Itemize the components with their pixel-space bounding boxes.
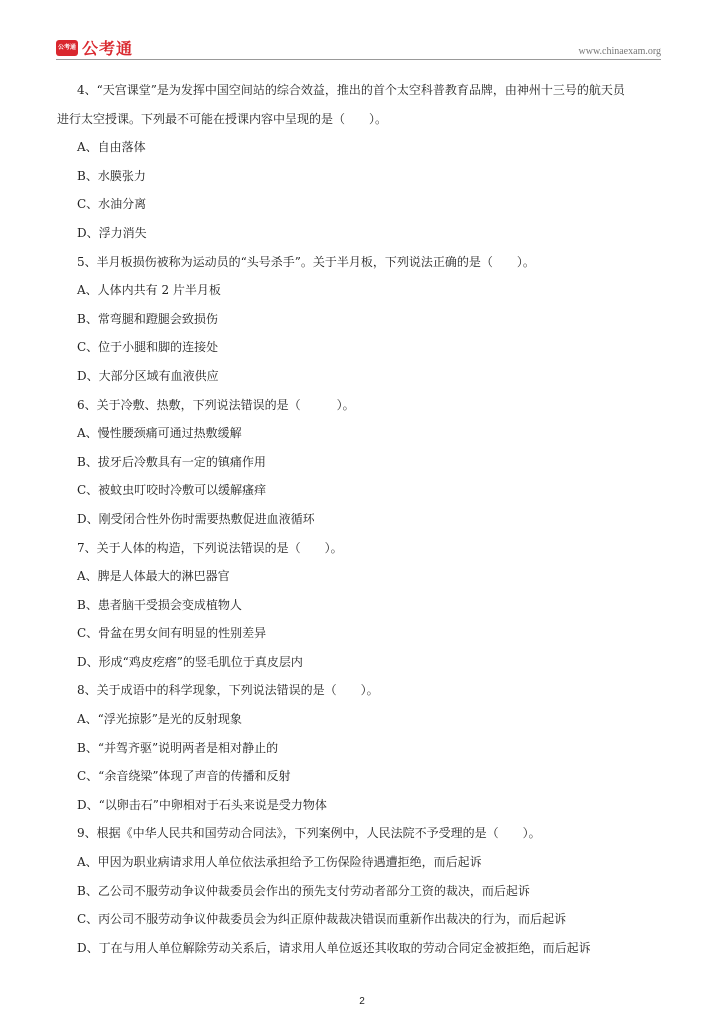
- option-a: A、人体内共有 2 片半月板: [77, 283, 221, 298]
- page-number: 2: [359, 996, 365, 1007]
- question-stem: 4、“天宫课堂”是为发挥中国空间站的综合效益，推出的首个太空科普教育品牌，由神州十三号的航天员: [77, 83, 625, 97]
- option-b: B、患者脑干受损会变成植物人: [77, 597, 242, 612]
- question-block: [57, 248, 669, 391]
- option-b: B、水膜张力: [77, 168, 146, 183]
- option-a: A、甲因为职业病请求用人单位依法承担给予工伤保险待遇遭拒绝，而后起诉: [77, 855, 482, 870]
- option-b: B、拔牙后冷敷具有一定的镇痛作用: [77, 454, 266, 469]
- option-d: D、“以卵击石”中卵相对于石头来说是受力物体: [77, 797, 327, 812]
- option-a: A、“浮光掠影”是光的反射现象: [77, 712, 242, 727]
- option-d: D、丁在与用人单位解除劳动关系后，请求用人单位返还其收取的劳动合同定金被拒绝，而后起诉: [77, 940, 591, 955]
- question-stem: 9、根据《中华人民共和国劳动合同法》，下列案例中，人民法院不予受理的是（ ）。: [77, 826, 541, 841]
- question-block: [57, 534, 669, 677]
- option-d: D、大部分区域有血液供应: [77, 368, 219, 383]
- question-list: [57, 76, 669, 962]
- option-b: B、乙公司不服劳动争议仲裁委员会作出的预先支付劳动者部分工资的裁决，而后起诉: [77, 883, 530, 898]
- option-c: C、骨盆在男女间有明显的性别差异: [77, 626, 267, 641]
- option-a: A、脾是人体最大的淋巴器官: [77, 569, 230, 584]
- question-block: [57, 676, 669, 819]
- question-stem: 8、关于成语中的科学现象，下列说法错误的是（ ）。: [77, 683, 379, 698]
- logo-badge-icon: 公考通: [56, 40, 78, 56]
- option-c: C、“余音绕梁”体现了声音的传播和反射: [77, 769, 291, 784]
- question-block: [57, 76, 669, 248]
- site-url[interactable]: www.chinaexam.org: [578, 46, 661, 57]
- question-stem: 6、关于冷敷、热敷，下列说法错误的是（ ）。: [77, 397, 355, 412]
- option-d: D、浮力消失: [77, 225, 147, 240]
- question-stem: 7、关于人体的构造，下列说法错误的是（ ）。: [77, 540, 343, 555]
- question-stem-continued: 进行太空授课。下列最不可能在授课内容中呈现的是（ ）。: [57, 111, 388, 126]
- option-c: C、水油分离: [77, 197, 147, 212]
- option-b: B、常弯腿和蹬腿会致损伤: [77, 311, 218, 326]
- option-d: D、形成“鸡皮疙瘩”的竖毛肌位于真皮层内: [77, 654, 303, 669]
- option-a: A、自由落体: [77, 140, 146, 155]
- logo-wordmark: 公考通: [82, 39, 134, 58]
- option-c: C、丙公司不服劳动争议仲裁委员会为纠正原仲裁裁决错误而重新作出裁决的行为，而后起诉: [77, 912, 567, 927]
- question-stem: 5、半月板损伤被称为运动员的“头号杀手”。关于半月板，下列说法正确的是（ ）。: [77, 254, 535, 269]
- brand-logo[interactable]: [56, 36, 133, 59]
- option-c: C、被蚊虫叮咬时冷敷可以缓解瘙痒: [77, 483, 267, 498]
- option-d: D、刚受闭合性外伤时需要热敷促进血液循环: [77, 511, 315, 526]
- question-block: [57, 391, 669, 534]
- option-b: B、“并驾齐驱”说明两者是相对静止的: [77, 740, 279, 755]
- option-c: C、位于小腿和脚的连接处: [77, 340, 219, 355]
- question-block: [57, 819, 669, 962]
- page-header: [0, 0, 724, 60]
- header-divider: [56, 59, 661, 60]
- option-a: A、慢性腰颈痛可通过热敷缓解: [77, 426, 242, 441]
